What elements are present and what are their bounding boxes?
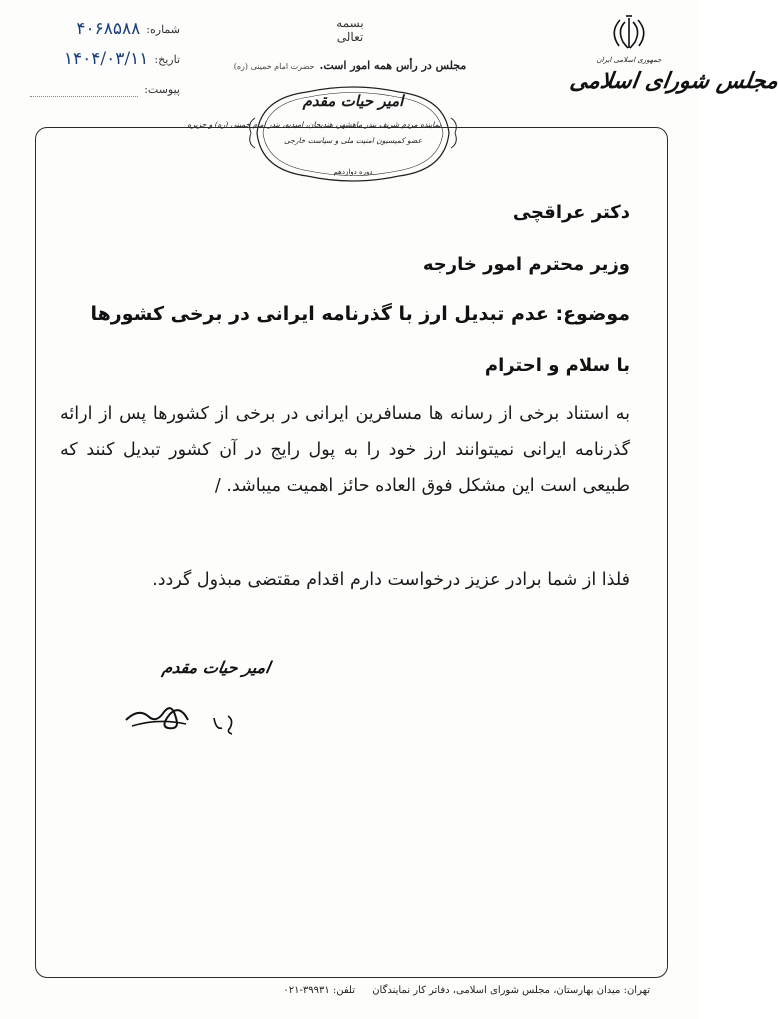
seal-commission: عضو کمیسیون امنیت ملی و سیاست خارجی: [284, 136, 422, 145]
handwritten-signature-icon: [118, 690, 248, 750]
quote-text: مجلس در رأس همه امور است.: [319, 59, 467, 72]
letter-meta: [30, 14, 180, 104]
parliament-logo: [568, 14, 780, 122]
number-row: [30, 14, 180, 44]
quote-attribution: حضرت امام خمینی (ره): [233, 62, 315, 71]
letter-subject: موضوع: عدم تبدیل ارز با گذرنامه ایرانی در برخی کشورها: [90, 303, 630, 325]
imam-quote: [215, 54, 485, 73]
seal-name: امیر حیات مقدم: [302, 92, 404, 110]
basmala: بسمه تعالی: [336, 16, 364, 44]
attachment-label: پیوست:: [144, 82, 180, 96]
number-label: شماره:: [146, 22, 180, 36]
date-row: [30, 44, 180, 74]
footer-phone: تلفن: ۳۹۹۳۱-۰۲۱: [283, 985, 356, 996]
logo-country: جمهوری اسلامی ایران: [596, 56, 662, 64]
attachment-value: [30, 82, 138, 97]
iran-emblem-icon: [570, 14, 688, 56]
date-label: تاریخ:: [154, 52, 180, 66]
seal-constituency: نماینده مردم شریف بندر ماهشهر، هندیجان، امیدیه، بندر امام خمینی (ره) و جزیره: [187, 120, 441, 129]
recipient-name: دکتر عراقچی: [512, 202, 630, 223]
logo-parliament: مجلس شورای اسلامی: [568, 68, 780, 94]
letter-greeting: با سلام و احترام: [484, 355, 630, 376]
number-value: ۴۰۶۸۵۸۸: [76, 19, 141, 39]
footer-address: تهران: میدان بهارستان، مجلس شورای اسلامی، دفاتر کار نمایندگان: [372, 985, 650, 996]
seal-term: دوره دوازدهم: [333, 168, 373, 176]
attachment-row: [30, 74, 180, 104]
letter-paragraph-1: به استناد برخی از رسانه ها مسافرین ایرانی در برخی از کشورها پس از ارائه گذرنامه ایرانی نمیتوانند ارز خود را به پول رایج در آن کشور تبدیل کنند که طبیعی است این مشکل فوق العاده حائز اهمیت میباشد. /: [60, 404, 630, 496]
date-value: ۱۴۰۴/۰۳/۱۱: [63, 49, 149, 69]
letter-footer: [120, 985, 650, 996]
letter-paragraph-2: فلذا از شما برادر عزیز درخواست دارم اقدام مقتضی مبذول گردد.: [152, 570, 630, 590]
signer-name: امیر حیات مقدم: [160, 658, 272, 677]
recipient-title: وزیر محترم امور خارجه: [422, 254, 630, 275]
